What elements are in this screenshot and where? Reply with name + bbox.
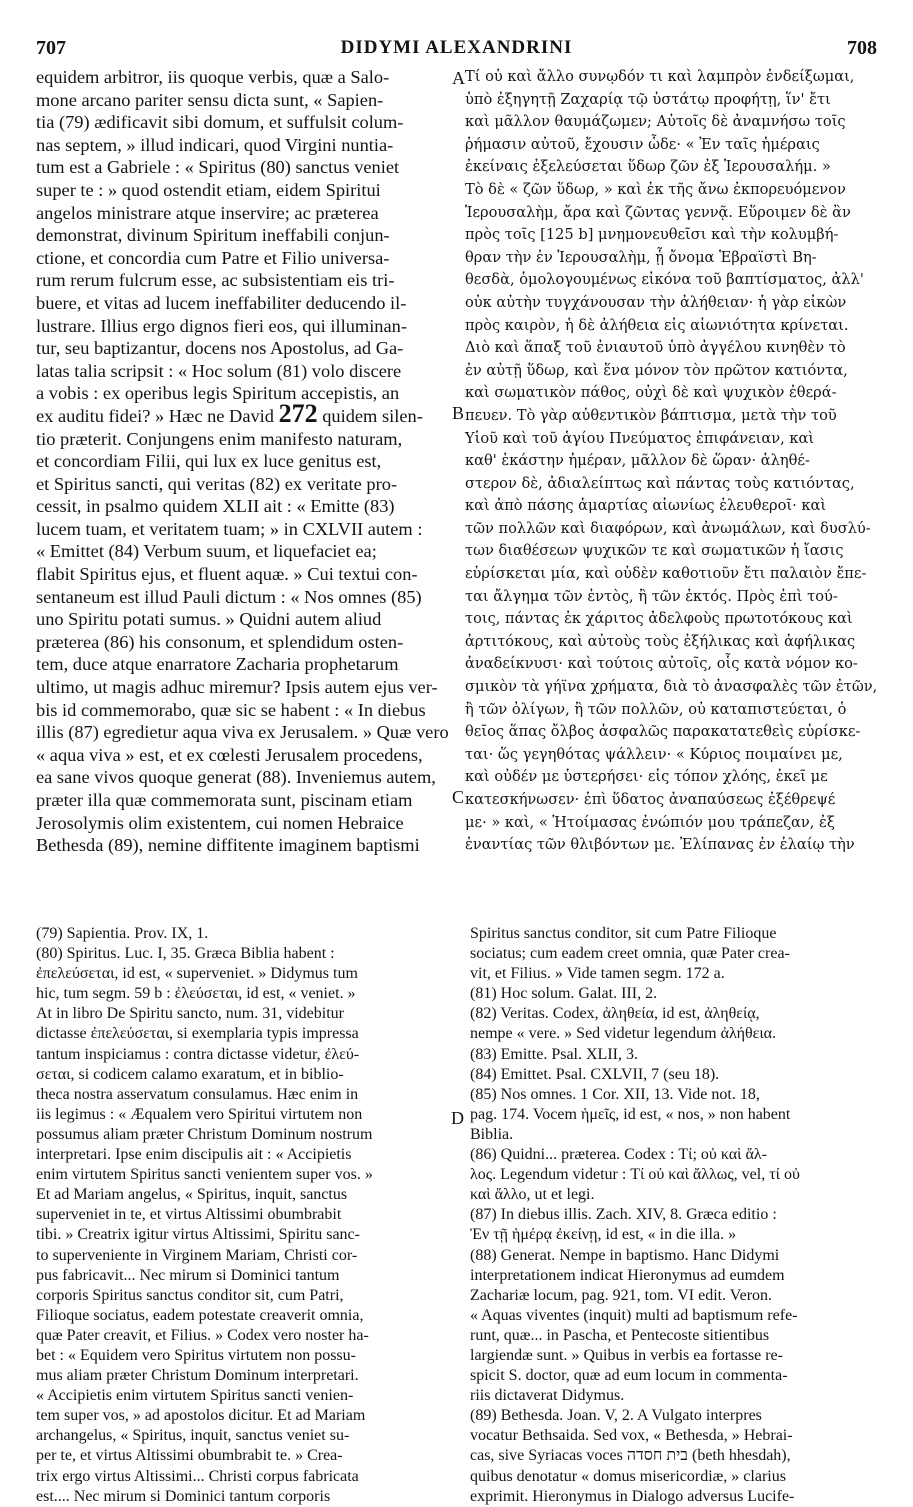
footnote-line xyxy=(470,1105,884,1125)
greek-line-text: κατεσκήνωσεν· ἐπὶ ὕδατος ἀναπαύσεως ἐξέθρεψέ xyxy=(465,791,836,808)
footnote-line-text: tibi. » Creatrix igitur virtus Altissimi, Spiritu sanc- xyxy=(36,1226,360,1244)
footnote-line xyxy=(36,1487,454,1507)
latin-line xyxy=(36,518,454,541)
latin-line xyxy=(36,292,454,315)
footnote-line xyxy=(36,1145,454,1165)
greek-line xyxy=(465,495,885,518)
footnote-line xyxy=(36,1004,454,1024)
greek-line-text: ἐν αὐτῇ ὕδωρ, καὶ ἕνα μόνον τὸν πρῶτον κατιόντα, xyxy=(465,361,848,379)
greek-line xyxy=(465,89,885,112)
latin-line-text: super te : » quod ostendit etiam, eidem Spiritui xyxy=(36,179,381,200)
greek-line-text: Τί οὐ καὶ ἄλλο συνῳδόν τι καὶ λαμπρὸν ἐνδείξωμαι, xyxy=(465,68,855,85)
margin-letter-a: A xyxy=(452,68,465,88)
latin-line-text: et concordiam Filii, qui lux ex luce genitus est, xyxy=(36,451,382,472)
greek-line xyxy=(465,66,885,89)
latin-line-text: « aqua viva » est, et ex cœlesti Jerusalem procedens, xyxy=(36,744,423,765)
footnote-line-text: (80) Spiritus. Luc. I, 35. Græca Biblia habent : xyxy=(36,945,335,963)
greek-line-text: σμικὸν τὰ γήϊνα χρήματα, διὰ τὸ ἀνασφαλὲς τῶν ἐτῶν, xyxy=(465,678,878,696)
footnote-line-text: spicit S. doctor, quæ ad eum locum in commenta- xyxy=(470,1367,788,1385)
footnote-line xyxy=(470,1306,884,1326)
footnote-line-text: sociatus; cum eadem creet omnia, quæ Pater crea- xyxy=(470,945,790,963)
footnote-line xyxy=(36,944,454,964)
footnote-line-text: exprimit. Hieronymus in Dialogo adversus Lucife- xyxy=(470,1487,795,1505)
greek-line xyxy=(465,608,885,631)
greek-line xyxy=(465,337,885,360)
footnote-line xyxy=(36,1225,454,1245)
footnote-line-text: (81) Hoc solum. Galat. III, 2. xyxy=(470,985,658,1003)
greek-line xyxy=(465,134,885,157)
footnote-line-text: hic, tum segm. 59 b : ἐλεύσεται, id est, « veniet. » xyxy=(36,985,356,1003)
footnote-line-text: possumus aliam præter Christum Dominum nostrum xyxy=(36,1125,373,1143)
latin-line-text: Bethesda (89), nemine diffitente imaginem baptismi xyxy=(36,835,420,856)
greek-line-text: ται· ὥς γεγηθότας ψάλλειν· « Κύριος ποιμαίνει με, xyxy=(465,745,843,763)
greek-text-column xyxy=(465,66,885,857)
footnote-line xyxy=(36,1024,454,1044)
footnote-line-text: tem super vos, » ad apostolos dicitur. Et ad Mariam xyxy=(36,1407,366,1425)
latin-line-text: præter illa quæ commemorata sunt, piscinam etiam xyxy=(36,790,413,810)
latin-line-text: lustrare. Illius ergo dignos fieri eos, qui illuminan- xyxy=(36,315,407,336)
footnote-line-text: pus fabricavit... Nec mirum si Dominici tantum xyxy=(36,1266,340,1284)
footnote-line-text: est.... Nec mirum si Dominici tantum corporis xyxy=(36,1487,331,1505)
greek-line-text: θεῖος ἅπας ὄλβος ἀσφαλῶς παρακατατεθεὶς εὑρίσκε- xyxy=(465,723,861,741)
footnote-line-text: (83) Emitte. Psal. XLII, 3. xyxy=(470,1045,638,1063)
footnote-line xyxy=(470,1165,884,1185)
footnotes-left-column xyxy=(36,924,454,1507)
footnote-line-text: « Accipietis enim virtutem Spiritus sancti venien- xyxy=(36,1387,354,1405)
footnote-line-text: (89) Bethesda. Joan. V, 2. A Vulgato interpres xyxy=(470,1407,762,1425)
page-number-right: 708 xyxy=(847,37,877,59)
latin-line xyxy=(36,766,454,789)
latin-line-text: bis id commemorabo, quæ sic se habent : « In diebus xyxy=(36,699,426,720)
latin-line-text: flabit Spiritus ejus, et fluent aquæ. » Cui textui con- xyxy=(36,564,418,585)
latin-line-text: angelos ministrare atque inservire; ac præterea xyxy=(36,202,379,223)
footnote-line-text: interpretationem indicat Hieronymus ad eumdem xyxy=(470,1266,785,1284)
footnote-line xyxy=(470,944,884,964)
footnote-line xyxy=(470,964,884,984)
footnote-line-text: At in libro De Spiritu sancto, num. 31, videbitur xyxy=(36,1005,344,1023)
footnote-line-text: vocatur Bethsaida. Sed vox, « Bethesda, » Hebrai- xyxy=(470,1427,793,1445)
latin-line xyxy=(36,563,454,586)
footnote-line-text: cas, sive Syriacas voces בית חסדה (beth hhesdah), xyxy=(470,1447,791,1465)
greek-line-text: ἢ τῶν ὀλίγων, ἢ τῶν πολλῶν, οὐ καταπιστεύεται, ὁ xyxy=(465,700,847,718)
latin-line xyxy=(36,66,454,89)
latin-line-text: ea sane vivos quoque generat (88). Inveniemus autem, xyxy=(36,767,436,788)
footnote-line-text: per te, et virtus Altissimi obumbrabit te. » Crea- xyxy=(36,1447,343,1465)
footnote-line xyxy=(470,1467,884,1487)
greek-line xyxy=(465,653,885,676)
footnote-line-text: (79) Sapientia. Prov. IX, 1. xyxy=(36,925,209,942)
footnote-line xyxy=(470,1487,884,1507)
latin-line xyxy=(36,834,454,857)
footnote-line xyxy=(36,1125,454,1145)
greek-line-text: ἐκείναις ἐξελεύσεται ὕδωρ ζῶν ἐξ Ἱερουσαλήμ. » xyxy=(465,158,831,176)
latin-line-text: præterea (86) his consonum, et splendidum osten- xyxy=(36,631,404,652)
greek-line xyxy=(465,202,885,225)
footnote-line-text: nempe « vere. » Sed videtur legendum ἀλήθεια. xyxy=(470,1025,777,1043)
footnote-line-text: Spiritus sanctus conditor, sit cum Patre Filioque xyxy=(470,925,777,942)
latin-line xyxy=(36,608,454,631)
latin-line-text: mone arcano pariter sensu dicta sunt, « Sapien- xyxy=(36,89,384,110)
latin-line xyxy=(36,812,454,835)
footnote-line xyxy=(470,924,884,944)
latin-line-text: latas talia scripsit : « Hoc solum (81) volo discere xyxy=(36,360,402,381)
greek-line-text: πρὸς τοῖς [125 b] μνημονευθεῖσι καὶ τὴν κολυμβή- xyxy=(465,226,839,244)
footnote-line xyxy=(36,1386,454,1406)
greek-line xyxy=(465,111,885,134)
footnote-line xyxy=(36,1085,454,1105)
greek-line xyxy=(465,766,885,789)
greek-line xyxy=(465,450,885,473)
footnote-line xyxy=(470,1366,884,1386)
footnote-line-text: pag. 174. Vocem ἡμεῖς, id est, « nos, » non habent xyxy=(470,1105,791,1123)
greek-line xyxy=(465,156,885,179)
footnote-line-text: σεται, si codicem calamo exaratum, et in biblio- xyxy=(36,1065,344,1083)
latin-text-column xyxy=(36,66,454,857)
footnote-line-text: corporis Spiritus sanctus conditor sit, cum Patri, xyxy=(36,1286,344,1304)
greek-line xyxy=(465,699,885,722)
latin-line-text: a vobis : ex operibus legis Spiritum accepistis, an xyxy=(36,383,400,404)
latin-line-text: lucem tuam, et veritatem tuam; » in CXLVII autem : xyxy=(36,518,423,539)
greek-line xyxy=(465,631,885,654)
footnote-line xyxy=(36,1306,454,1326)
footnote-line xyxy=(36,924,454,944)
greek-line xyxy=(465,586,885,609)
footnote-line-text: mus aliam præter Christum Dominum interpretari. xyxy=(36,1367,359,1385)
footnote-line-text: Biblia. xyxy=(470,1125,514,1143)
margin-letter-d: D xyxy=(451,1108,464,1128)
greek-line-text: ἐναντίας τῶν θλιβόντων με. Ἐλίπανας ἐν ἐλαίῳ τὴν xyxy=(465,836,855,854)
greek-line-text: πρὸς καιρὸν, ἡ δὲ ἀλήθεια εἰς αἰωνιότητα κρίνεται. xyxy=(465,316,849,334)
footnote-line-text: dictasse ἐπελεύσεται, si exemplaria typis impressa xyxy=(36,1025,359,1043)
greek-line-text: των διαθέσεων ψυχικῶν τε καὶ σωματικῶν ἡ ἴασις xyxy=(465,542,844,560)
latin-line-text: et Spiritus sancti, qui veritas (82) ex veritate pro- xyxy=(36,473,398,494)
latin-line xyxy=(36,156,454,179)
latin-line xyxy=(36,586,454,609)
latin-line xyxy=(36,676,454,699)
footnote-line-text: (87) In diebus illis. Zach. XIV, 8. Græca editio : xyxy=(470,1206,777,1224)
footnote-line-text: Et ad Mariam angelus, « Spiritus, inquit, sanctus xyxy=(36,1186,348,1204)
inline-page-number: 272 xyxy=(278,398,318,428)
greek-line-text: εὑρίσκεται μία, καὶ οὐδὲν καθοτιοῦν ἔτι παλαιὸν ἔπε- xyxy=(465,565,867,583)
greek-line xyxy=(465,789,885,812)
greek-line xyxy=(465,540,885,563)
latin-line xyxy=(36,315,454,338)
footnote-line xyxy=(470,1024,884,1044)
footnote-line xyxy=(36,1185,454,1205)
greek-line xyxy=(465,315,885,338)
footnote-line-text: tantum inspiciamus : contra dictasse videtur, ἐλεύ- xyxy=(36,1045,360,1063)
latin-line xyxy=(36,495,454,518)
footnote-line-text: Filioque sociatus, eadem potestate creaverit omnia, xyxy=(36,1306,364,1324)
footnote-line xyxy=(36,1205,454,1225)
latin-line-text: ex auditu fidei? » Hæc ne David xyxy=(36,405,274,426)
greek-line-text: καὶ ἀπὸ πάσης ἁμαρτίας αἰωνίως ἐλευθεροῖ· καὶ xyxy=(465,497,827,515)
footnote-line xyxy=(36,1426,454,1446)
greek-line xyxy=(465,247,885,270)
footnote-line-text: archangelus, « Spiritus, inquit, sanctus veniet su- xyxy=(36,1427,350,1445)
greek-line xyxy=(465,405,885,428)
greek-line-text: Διὸ καὶ ἅπαξ τοῦ ἐνιαυτοῦ ὑπὸ ἀγγέλου κινηθὲν τὸ xyxy=(465,339,846,357)
footnote-line-text: Ἐν τῇ ἡμέρᾳ ἐκείνῃ, id est, « in die illa. » xyxy=(470,1226,737,1244)
footnote-line-text: iis legimus : « Æqualem vero Spiritui virtutem non xyxy=(36,1105,363,1123)
latin-line-text: tia (79) ædificavit sibi domum, et suffulsit colum- xyxy=(36,112,404,133)
greek-line-text: στερον δὲ, ἀδιαλείπτως καὶ πάντας τοὺς κατιόντας, xyxy=(465,474,855,492)
footnote-line-text: καὶ ἄλλο, ut et legi. xyxy=(470,1186,595,1204)
greek-line xyxy=(465,382,885,405)
footnote-line xyxy=(36,1045,454,1065)
footnote-line xyxy=(470,1406,884,1426)
greek-line xyxy=(465,360,885,383)
footnote-line xyxy=(36,1346,454,1366)
latin-line xyxy=(36,631,454,654)
footnote-line-text: λος. Legendum videtur : Τί οὐ καὶ ἄλλως, vel, τί οὐ xyxy=(470,1166,800,1184)
running-title: DIDYMI ALEXANDRINI xyxy=(340,37,573,58)
greek-line xyxy=(465,292,885,315)
page-number-left: 707 xyxy=(36,37,66,59)
latin-line-text: ultimo, ut magis adhuc miremur? Ipsis autem ejus ver- xyxy=(36,677,438,698)
footnote-line xyxy=(470,1286,884,1306)
latin-line-text: equidem arbitror, iis quoque verbis, quæ a Salo- xyxy=(36,67,390,87)
footnote-line xyxy=(36,1105,454,1125)
margin-letter-c: C xyxy=(452,787,465,807)
latin-line xyxy=(36,540,454,563)
latin-line-text: « Emittet (84) Verbum suum, et liquefaciet ea; xyxy=(36,541,377,562)
latin-line-text: illis (87) egredietur aqua viva ex Jerusalem. » Quæ vero xyxy=(36,722,449,743)
latin-line xyxy=(36,653,454,676)
latin-line xyxy=(36,699,454,722)
footnote-line-text: ἐπελεύσεται, id est, « superveniet. » Didymus tum xyxy=(36,965,358,983)
footnote-line-text: (86) Quidni... præterea. Codex : Τί; οὐ καὶ ἄλ- xyxy=(470,1146,767,1164)
greek-line-text: με· » καὶ, « Ἡτοίμασας ἐνώπιόν μου τράπεζαν, ἐξ xyxy=(465,813,835,831)
latin-line xyxy=(36,224,454,247)
greek-line-text: Τὸ δὲ « ζῶν ὕδωρ, » καὶ ἐκ τῆς ἄνω ἐκπορευόμενον xyxy=(465,180,846,198)
latin-line-text: demonstrat, divinum Spiritum ineffabili conjun- xyxy=(36,225,390,246)
greek-line xyxy=(465,473,885,496)
latin-line xyxy=(36,789,454,812)
latin-line xyxy=(36,337,454,360)
latin-line xyxy=(36,721,454,744)
latin-line xyxy=(36,269,454,292)
footnote-line xyxy=(470,1145,884,1165)
latin-line-text: tem, duce atque enarratore Zacharia prophetarum xyxy=(36,654,399,675)
latin-line xyxy=(36,134,454,157)
greek-line-text: τῶν πολλῶν καὶ διαφόρων, καὶ ἀνωμάλων, καὶ δυσλύ- xyxy=(465,519,871,537)
footnote-line-text: riis dictaverat Didymus. xyxy=(470,1387,625,1405)
footnote-line xyxy=(470,1004,884,1024)
footnote-line-text: quibus denotatur « domus misericordiæ, » clarius xyxy=(470,1467,786,1485)
footnote-line-text: largiendæ sunt. » Quibus in verbis ea fortasse re- xyxy=(470,1346,783,1364)
greek-line-text: θεσδὰ, ὁμολογουμένως εἰκόνα τοῦ βαπτίσματος, ἀλλ' xyxy=(465,271,864,289)
greek-line-text: οὐκ αὐτὴν τυγχάνουσαν τὴν ἀλήθειαν· ἡ γὰρ εἰκὼν xyxy=(465,293,847,311)
footnote-line xyxy=(470,1125,884,1145)
latin-line xyxy=(36,428,454,451)
page-header xyxy=(0,0,913,60)
latin-line-text: tio præterit. Conjungens enim manifesto naturam, xyxy=(36,428,403,449)
greek-line xyxy=(465,744,885,767)
latin-line xyxy=(36,179,454,202)
greek-line-text: καὶ μᾶλλον θαυμάζωμεν; Αὐτοῖς δὲ ἀναμνήσω τοῖς xyxy=(465,113,846,131)
footnote-line-text: (84) Emittet. Psal. CXLVII, 7 (seu 18). xyxy=(470,1065,720,1083)
footnote-line-text: theca nostra asservatum consulamus. Hæc enim in xyxy=(36,1085,359,1103)
footnote-line xyxy=(470,1426,884,1446)
latin-line-text: rum rerum fulcrum esse, ac subsistentiam eis tri- xyxy=(36,270,395,291)
latin-line xyxy=(36,111,454,134)
footnote-line xyxy=(470,1225,884,1245)
greek-line-text: καθ' ἑκάστην ἡμέραν, μᾶλλον δὲ ὥραν· ἀληθέ- xyxy=(465,452,810,470)
footnote-line xyxy=(36,964,454,984)
footnote-line-text: (88) Generat. Nempe in baptismo. Hanc Didymi xyxy=(470,1246,780,1264)
footnote-line-text: Zachariæ locum, pag. 921, tom. VI edit. Veron. xyxy=(470,1286,773,1304)
footnote-line xyxy=(36,1326,454,1346)
footnote-line xyxy=(470,1205,884,1225)
latin-line xyxy=(36,89,454,112)
footnote-line xyxy=(36,1467,454,1487)
greek-line xyxy=(465,428,885,451)
latin-line xyxy=(36,247,454,270)
footnote-line-text: trix ergo virtus Altissimi... Christi corpus fabricata xyxy=(36,1467,359,1485)
greek-line xyxy=(465,179,885,202)
footnote-line xyxy=(36,1406,454,1426)
footnote-line xyxy=(36,1266,454,1286)
latin-line-text: nas septem, » illud indicari, quod Virgini nuntia- xyxy=(36,134,394,155)
footnote-line xyxy=(470,1246,884,1266)
greek-line-text: ται ἄλγημα τῶν ἐντὸς, ἢ τῶν ἐκτός. Πρὸς ἐπὶ τού- xyxy=(465,587,838,605)
footnote-line-text: interpretari. Ipse enim discipulis ait : « Accipietis xyxy=(36,1146,352,1164)
footnotes-right-column xyxy=(470,924,884,1507)
greek-line xyxy=(465,518,885,541)
latin-line-text: Jerosolymis olim existentem, cui nomen Hebraice xyxy=(36,812,404,833)
greek-line xyxy=(465,721,885,744)
latin-line-text: ctione, et concordia cum Patre et Filio universa- xyxy=(36,247,390,268)
latin-line xyxy=(36,360,454,383)
greek-line xyxy=(465,224,885,247)
footnote-line xyxy=(470,984,884,1004)
margin-letter-b: B xyxy=(452,403,465,423)
latin-line-text: tur, seu baptizantur, docens nos Apostolus, ad Ga- xyxy=(36,338,404,359)
greek-line-text: τοις, πάντας ἐκ χάριτος ἀδελφοὺς πρωτοτόκους καὶ xyxy=(465,610,853,628)
latin-line-text: tum est a Gabriele : « Spiritus (80) sanctus veniet xyxy=(36,157,400,178)
footnote-line xyxy=(470,1326,884,1346)
greek-line-text: Ἱερουσαλὴμ, ἄρα καὶ ζῶντας γεννᾷ. Εὕροιμεν δὲ ἂν xyxy=(465,203,851,221)
footnote-line xyxy=(470,1045,884,1065)
footnote-line xyxy=(470,1386,884,1406)
greek-line-text: ῥήμασιν αὐτοῦ, ἔχουσιν ὧδε· « Ἐν ταῖς ἡμέραις xyxy=(465,135,820,153)
footnote-line xyxy=(36,1286,454,1306)
greek-line xyxy=(465,563,885,586)
footnote-line-text: runt, quæ... in Pascha, et Pentecoste sitientibus xyxy=(470,1326,770,1344)
footnote-line-text: bet : « Equidem vero Spiritus virtutem non possu- xyxy=(36,1346,356,1364)
footnote-line-text: enim virtutem Spiritus sancti venientem super vos. » xyxy=(36,1166,373,1184)
greek-line-text: καὶ σωματικὸν πάθος, οὐχὶ δὲ καὶ ψυχικὸν ἐθερά- xyxy=(465,384,837,402)
footnote-line-text: vit, et Filius. » Vide tamen segm. 172 a. xyxy=(470,965,725,983)
greek-line-text: πευεν. Τὸ γὰρ αὐθεντικὸν βάπτισμα, μετὰ τὴν τοῦ xyxy=(465,406,837,424)
footnote-line xyxy=(470,1446,884,1466)
latin-line-tail: quidem silen- xyxy=(322,405,423,426)
footnote-line xyxy=(470,1185,884,1205)
footnote-line xyxy=(36,1366,454,1386)
greek-line-text: ὑπὸ ἐξηγητῇ Ζαχαρίᾳ τῷ ὑστάτῳ προφήτῃ, ἵν' ἔτι xyxy=(465,90,831,108)
greek-line-text: θραν τὴν ἐν Ἱερουσαλὴμ, ᾗ ὄνομα Ἑβραϊστὶ Βη- xyxy=(465,248,817,266)
latin-line xyxy=(36,202,454,225)
footnote-line xyxy=(470,1085,884,1105)
footnote-line xyxy=(36,1246,454,1266)
footnote-line xyxy=(470,1065,884,1085)
latin-line xyxy=(36,473,454,496)
footnote-line xyxy=(470,1266,884,1286)
greek-line xyxy=(465,269,885,292)
latin-line xyxy=(36,450,454,473)
greek-line-text: Υἱοῦ καὶ τοῦ ἁγίου Πνεύματος ἐπιφάνειαν, καὶ xyxy=(465,429,815,447)
footnote-line xyxy=(36,1065,454,1085)
latin-line xyxy=(36,382,454,405)
footnote-line xyxy=(36,1165,454,1185)
greek-line-text: ἀναδείκνυσι· καὶ τούτοις αὐτοῖς, οἷς κατὰ νόμον κο- xyxy=(465,655,858,673)
footnote-line xyxy=(36,1446,454,1466)
footnote-line xyxy=(470,1346,884,1366)
greek-line-text: ἀρτιτόκους, καὶ αὐτοὺς τοὺς ἐξήλικας καὶ ἀφήλικας xyxy=(465,632,856,650)
greek-line xyxy=(465,834,885,857)
latin-line-text: buere, et vitas ad lucem ineffabiliter deducendo il- xyxy=(36,292,407,313)
footnote-line-text: to superveniente in Virginem Mariam, Christi cor- xyxy=(36,1246,358,1264)
footnote-line-text: « Aquas viventes (inquit) multi ad baptismum refe- xyxy=(470,1306,798,1324)
footnote-line-text: quæ Pater creavit, et Filius. » Codex vero noster ha- xyxy=(36,1326,369,1344)
latin-line-text: cessit, in psalmo quidem XLII ait : « Emitte (83) xyxy=(36,496,395,517)
footnote-line-text: (85) Nos omnes. 1 Cor. XII, 13. Vide not. 18, xyxy=(470,1085,760,1103)
latin-line xyxy=(36,744,454,767)
footnote-line-text: (82) Veritas. Codex, ἀληθεία, id est, ἀληθείᾳ, xyxy=(470,1005,760,1023)
footnote-line-text: superveniet in te, et virtus Altissimi obumbrabit xyxy=(36,1206,342,1224)
greek-line xyxy=(465,812,885,835)
latin-line-text: uno Spiritu potati sumus. » Quidni autem aliud xyxy=(36,609,382,630)
latin-line xyxy=(36,398,454,428)
greek-line-text: καὶ οὐδέν με ὑστερήσει· εἰς τόπον χλόης, ἐκεῖ με xyxy=(465,768,828,786)
latin-line-text: sentaneum est illud Pauli dictum : « Nos omnes (85) xyxy=(36,586,422,607)
footnote-line xyxy=(36,984,454,1004)
greek-line xyxy=(465,676,885,699)
